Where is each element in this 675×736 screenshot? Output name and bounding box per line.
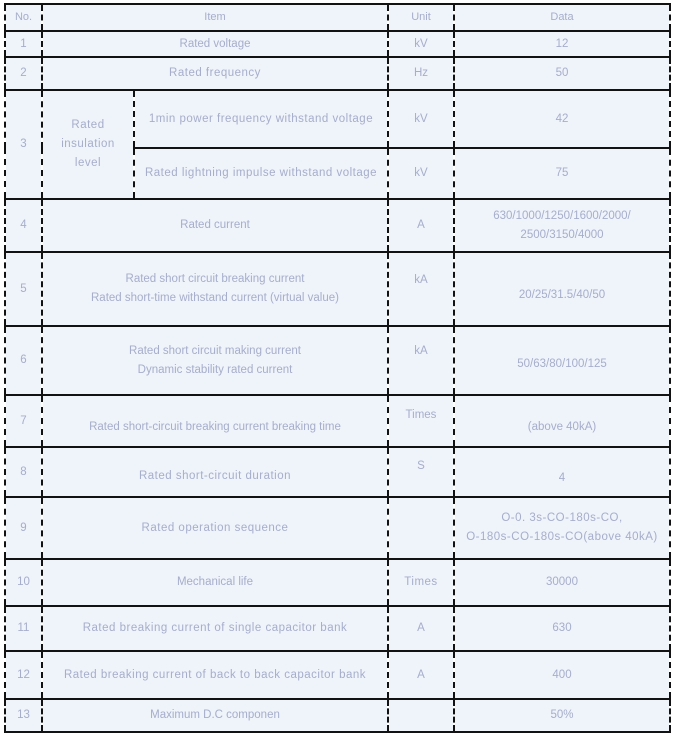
row-5-unit-text: kA	[414, 273, 428, 286]
row-2-item-cell: Rated frequency	[42, 57, 388, 90]
row-11-no-cell: 11	[5, 606, 42, 651]
row-8-unit-cell	[388, 447, 454, 497]
header-no: No.	[5, 4, 42, 31]
row-7-data-text: (above 40kA)	[527, 420, 597, 433]
row-7-no-cell: 7	[5, 395, 42, 447]
row-5-item-cell	[42, 252, 388, 326]
table-row-1	[5, 31, 670, 57]
spec-table-container	[4, 3, 671, 733]
row-13-no-cell: 13	[5, 699, 42, 732]
row-2-data-cell: 50	[454, 57, 670, 90]
row-7-item-cell	[42, 395, 388, 447]
row-10-item-cell: Mechanical life	[42, 559, 388, 606]
row-7-item-text: Rated short-circuit breaking current breaking time	[89, 420, 341, 433]
row-3-sub2-item-cell: Rated lightning impulse withstand voltage	[134, 148, 388, 199]
header-unit: Unit	[388, 4, 454, 31]
row-9-data-line-1: O-0. 3s-CO-180s-CO,	[501, 512, 623, 525]
table-row-4	[5, 199, 670, 252]
table-row-6	[5, 326, 670, 395]
row-1-item-cell: Rated voltage	[42, 31, 388, 57]
header-item: Item	[42, 4, 388, 31]
row-1-no-cell: 1	[5, 31, 42, 57]
row-11-unit-cell: A	[388, 606, 454, 651]
row-9-data-line-2: O-180s-CO-180s-CO(above 40kA)	[466, 531, 658, 543]
row-10-no-cell: 10	[5, 559, 42, 606]
row-12-no-cell: 12	[5, 651, 42, 699]
table-row-12	[5, 651, 670, 699]
row-6-item-line-2: Dynamic stability rated current	[137, 363, 293, 376]
row-5-data-text: 20/25/31.5/40/50	[518, 288, 606, 301]
row-6-data-cell	[454, 326, 670, 395]
row-8-item-cell	[42, 447, 388, 497]
row-9-data-cell	[454, 497, 670, 559]
row-10-data-cell: 30000	[454, 559, 670, 606]
row-3-sub2-data-cell: 75	[454, 148, 670, 199]
row-1-unit-cell: kV	[388, 31, 454, 57]
table-row-7	[5, 395, 670, 447]
row-7-unit-cell	[388, 395, 454, 447]
row-12-item-cell: Rated breaking current of back to back capacitor bank	[42, 651, 388, 699]
spec-table	[4, 3, 671, 733]
row-5-item-line-2: Rated short-time withstand current (virtual value)	[91, 292, 339, 304]
row-4-no-cell: 4	[5, 199, 42, 252]
row-6-unit-text: kA	[414, 345, 428, 358]
row-8-item-text: Rated short-circuit duration	[138, 469, 292, 482]
row-6-data-text: 50/63/80/100/125	[517, 358, 607, 371]
table-row-8	[5, 447, 670, 497]
row-10-unit-cell: Times	[388, 559, 454, 606]
row-9-item-cell: Rated operation sequence	[42, 497, 388, 559]
row-3-sub1-item-cell: 1min power frequency withstand voltage	[134, 90, 388, 148]
row-11-data-cell: 630	[454, 606, 670, 651]
row-7-unit-text: Times	[405, 408, 437, 421]
table-row-5	[5, 252, 670, 326]
row-3-sub1-unit-cell: kV	[388, 90, 454, 148]
row-7-data-cell	[454, 395, 670, 447]
row-9-unit-cell	[388, 497, 454, 559]
row-9-no-cell: 9	[5, 497, 42, 559]
row-2-no-cell: 2	[5, 57, 42, 90]
row-4-item-cell: Rated current	[42, 199, 388, 252]
row-13-data-cell: 50%	[454, 699, 670, 732]
row-5-data-cell	[454, 252, 670, 326]
table-row-9	[5, 497, 670, 559]
row-4-data-line-1: 630/1000/1250/1600/2000/	[493, 209, 631, 222]
table-row-2	[5, 57, 670, 90]
row-8-data-text: 4	[558, 471, 566, 484]
row-2-unit-cell: Hz	[388, 57, 454, 90]
row-13-item-cell: Maximum D.C componen	[42, 699, 388, 732]
row-6-item-cell	[42, 326, 388, 395]
row-12-unit-cell: A	[388, 651, 454, 699]
row-4-unit-cell: A	[388, 199, 454, 252]
row-11-item-cell: Rated breaking current of single capacitor bank	[42, 606, 388, 651]
row-3-sub2-unit-cell: kV	[388, 148, 454, 199]
row-3-no-cell: 3	[5, 90, 42, 199]
row-5-unit-cell	[388, 252, 454, 326]
table-row-11	[5, 606, 670, 651]
row-8-no-cell: 8	[5, 447, 42, 497]
row-6-unit-cell	[388, 326, 454, 395]
row-1-data-cell: 12	[454, 31, 670, 57]
row-6-no-cell: 6	[5, 326, 42, 395]
row-4-data-line-2: 2500/3150/4000	[520, 228, 604, 241]
header-row	[5, 4, 670, 31]
row-6-item-line-1: Rated short circuit making current	[129, 344, 301, 357]
row-3-sub1-data-cell: 42	[454, 90, 670, 148]
row-4-data-cell	[454, 199, 670, 252]
row-8-unit-text: S	[417, 459, 425, 472]
row-13-unit-cell	[388, 699, 454, 732]
table-row-13	[5, 699, 670, 732]
header-data: Data	[454, 4, 670, 31]
table-row-10	[5, 559, 670, 606]
row-12-data-cell: 400	[454, 651, 670, 699]
row-5-no-cell: 5	[5, 252, 42, 326]
row-8-data-cell	[454, 447, 670, 497]
row-5-item-line-1: Rated short circuit breaking current	[125, 273, 305, 286]
row-3-group-cell: Rated insulation level	[42, 90, 134, 199]
table-row-3-sub-1	[5, 90, 670, 148]
